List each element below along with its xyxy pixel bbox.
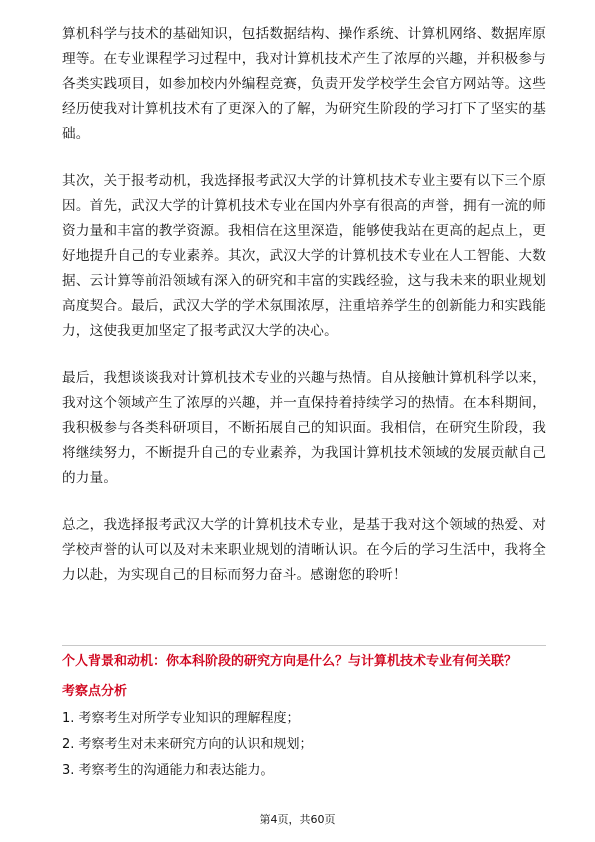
analysis-point: 2. 考察考生对未来研究方向的认识和规划； xyxy=(62,737,313,752)
paragraph-conclusion: 总之，我选择报考武汉大学的计算机技术专业，是基于我对这个领域的热爱、对学校声誉的认可以及对未来职业规划的清晰认识。在今后的学习生活中，我将全力以赴，为实现自己的目标而努力奋斗。感谢您的聆听！ xyxy=(62,517,546,583)
paragraph-background: 算机科学与技术的基础知识，包括数据结构、操作系统、计算机网络、数据库原理等。在专业课程学习过程中，我对计算机技术产生了浓厚的兴趣，并积极参与各类实践项目，如参加校内外编程竞赛，负责开发学校学生会官方网站等。这些经历使我对计算机技术有了更深入的了解，为研究生阶段的学习打下了坚实的基础。 xyxy=(62,26,546,142)
question-heading: 个人背景和动机：你本科阶段的研究方向是什么？与计算机技术专业有何关联？ xyxy=(62,654,518,669)
analysis-heading: 考察点分析 xyxy=(62,684,128,699)
section-divider xyxy=(62,645,546,646)
page-number: 第4页，共60页 xyxy=(259,813,336,826)
paragraph-interest: 最后，我想谈谈我对计算机技术专业的兴趣与热情。自从接触计算机科学以来，我对这个领域产生了浓厚的兴趣，并一直保持着持续学习的热情。在本科期间，我积极参与各类科研项目，不断拓展自己的知识面。我相信，在研究生阶段，我将继续努力，不断提升自己的专业素养，为我国计算机技术领域的发展贡献自己的力量。 xyxy=(62,370,546,486)
answer-body xyxy=(62,22,546,610)
analysis-point: 1. 考察考生对所学专业知识的理解程度； xyxy=(62,711,300,726)
paragraph-motivation: 其次，关于报考动机，我选择报考武汉大学的计算机技术专业主要有以下三个原因。首先，武汉大学的计算机技术专业在国内外享有很高的声誉，拥有一流的师资力量和丰富的教学资源。我相信在这里深造，能够使我站在更高的起点上，更好地提升自己的专业素养。其次，武汉大学的计算机技术专业在人工智能、大数据、云计算等前沿领域有深入的研究和丰富的实践经验，这与我未来的职业规划高度契合。最后，武汉大学的学术氛围浓厚，注重培养学生的创新能力和实践能力，这使我更加坚定了报考武汉大学的决心。 xyxy=(62,173,546,339)
analysis-point-list xyxy=(62,706,546,784)
analysis-point: 3. 考察考生的沟通能力和表达能力。 xyxy=(62,763,274,778)
